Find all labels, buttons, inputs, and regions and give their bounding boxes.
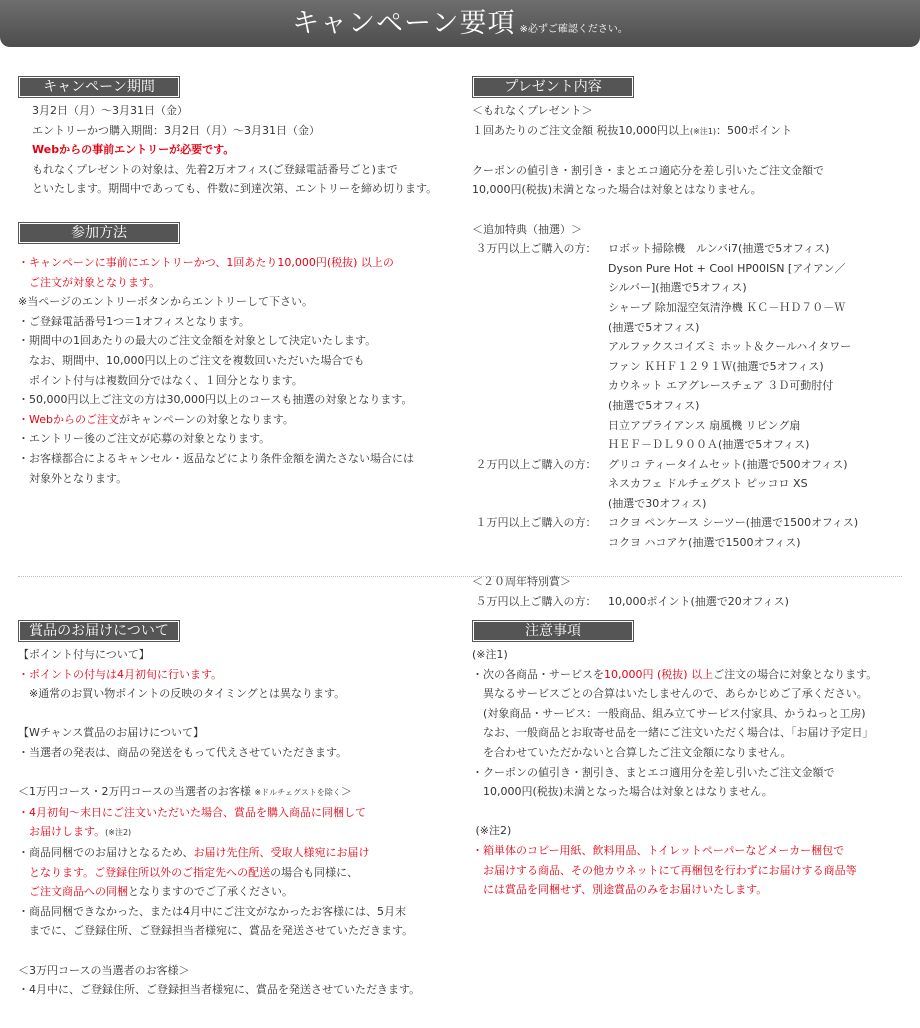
tier-item: ロボット掃除機 ルンバi7(抽選で5オフィス) [608,242,830,256]
delivery-line: となります。ご登録住所以外のご指定先への配送の場合も同様に、 [18,865,359,879]
tier-item: ＨＥＦ－ＤＬ９００Ａ(抽選で5オフィス) [608,438,810,452]
note1-line: ・クーポンの値引き・割引き、まとエコ適用分を差し引いたご注文金額で [472,765,835,779]
note1-line: を合わせていただかないと合算したご注文金額になりません。 [472,745,792,759]
present-note-ref: (※注1) [690,126,717,136]
present-anniversary-title: ＜２０周年特別賞＞ [472,575,571,589]
tier-item: グリコ ティータイムセット(抽選で500オフィス) [608,457,848,471]
present-tier-30k [472,239,912,455]
present-coupon-line: クーポンの値引き・割引き・まとエコ適応分を差し引いたご注文金額で [472,163,824,177]
present-guaranteed-title: ＜もれなくプレゼント＞ [472,104,593,117]
participation-line: ・期間中の1回あたりの最大のご注文金額を対象として決定いたします。 [18,334,377,348]
tier-item: シャープ 除加湿空気清浄機 ＫＣ－ＨＤ７０－Ｗ [608,300,846,314]
tier-item: Dyson Pure Hot + Cool HP00ISN [アイアン／ [608,261,846,275]
tier-item: シルバー](抽選で5オフィス) [608,281,747,295]
section-notes [472,620,912,900]
delivery-line: ・商品同梱でのお届けとなるため、お届け先住所、受取人様宛にお届け [18,845,370,859]
present-guaranteed-line: １回あたりのご注文金額 税抜10,000円以上(※注1)：500ポイント [472,123,793,137]
page-subtitle: ※必ずご確認ください。 [519,24,628,35]
tier-item: (抽選で5オフィス) [608,320,700,334]
note2-line: ・箱単体のコピー用紙、飲料用品、トイレットペーパーなどメーカー梱包で [472,843,845,857]
heading-present: プレゼント内容 [472,76,634,98]
tier-item: コクヨ ハコアケ(抽選で1500オフィス) [608,536,801,550]
note1-line: 10,000円(税抜)未満となった場合は対象とはなりません。 [472,785,773,799]
tier-item: アルファクスコイズミ ホット＆クールハイタワー [608,340,852,354]
participation-line: ・50,000円以上ご注文の方は30,000円以上のコースも抽選の対象となります。 [18,393,413,407]
note2-line: お届けする商品、その他カウネットにて再梱包を行わずにお届けする商品等 [472,863,857,877]
period-web-entry: Webからの事前エントリーが必要です。 [32,143,235,157]
section-present [472,76,912,611]
tier-item: 日立アプライアンス 扇風機 リビング扇 [608,418,801,432]
participation-line: ・お客様都合によるキャンセル・返品などにより条件金額を満たさない場合には [18,451,414,465]
heading-participation: 参加方法 [18,222,180,244]
participation-web-order: ・Webからのご注文 [18,412,119,426]
participation-line: ・キャンペーンに事前にエントリーかつ、1回あたり10,000円(税抜) 以上の [18,256,394,269]
participation-line: ご注文が対象となります。 [18,275,161,289]
participation-web-order-rest: がキャンペーンの対象となります。 [118,412,294,426]
section-campaign-period [18,76,468,199]
period-dates: 3月2日（月）～3月31日（金） [32,104,188,117]
heading-notes: 注意事項 [472,620,634,642]
delivery-line: お届けします。(※注2) [18,825,132,839]
tier-label: ３万円以上ご購入の方： [472,242,597,256]
participation-line: ・エントリー後のご注文が応募の対象となります。 [18,432,271,446]
note1-line: ・次の各商品・サービスを10,000円 (税抜) 以上ご注文の場合に対象となります。 [472,667,878,681]
period-entry: エントリーかつ購入期間：3月2日（月）～3月31日（金） [32,123,320,137]
tier-item: (抽選で30オフィス) [608,496,707,510]
section-divider [18,576,902,577]
delivery-w-title: 【Wチャンス賞品のお届けについて】 [18,726,204,740]
delivery-line: ご注文商品への同梱となりますのでご了承ください。 [18,885,293,899]
section-participation [18,222,468,488]
period-limit-2: といたします。期間中であっても、件数に到達次第、エントリーを締め切ります。 [32,182,438,196]
tier-item: ネスカフェ ドルチェグスト ピッコロ XS [608,477,808,491]
tier-item: カウネット エアグレースチェア ３Ｄ可動肘付 [608,379,834,393]
note1-title: (※注1) [472,648,508,661]
period-limit-1: もれなくプレゼントの対象は、先着2万オフィス(ご登録電話番号ごと)まで [32,162,398,176]
note2-title: (※注2) [472,824,512,838]
tier-label: ２万円以上ご購入の方： [472,457,597,471]
tier-item: (抽選で5オフィス) [608,398,700,412]
tier-item: コクヨ ペンケース シーツー(抽選で1500オフィス) [608,516,859,530]
delivery-course3-title: ＜3万円コースの当選者のお客様＞ [18,963,190,977]
heading-campaign-period: キャンペーン期間 [18,76,180,98]
delivery-line: ・商品同梱できなかった、または4月中にご注文がなかったお客様には、5月末 [18,904,406,918]
present-tier-50k [472,592,912,612]
tier-label: １万円以上ご購入の方： [472,516,597,530]
participation-line: ・ご登録電話番号1つ＝1オフィスとなります。 [18,314,250,328]
present-extra-title: ＜追加特典（抽選）＞ [472,222,582,236]
delivery-line: ・4月初旬～末日にご注文いただいた場合、賞品を購入商品に同梱して [18,805,366,819]
present-coupon-line: 10,000円(税抜)未満となった場合は対象とはなりません。 [472,183,762,197]
heading-delivery: 賞品のお届けについて [18,620,180,642]
note2-line: には賞品を同梱せず、別途賞品のみをお届けいたします。 [472,883,768,897]
delivery-points-timing: ・ポイントの付与は4月初旬に行います。 [18,667,223,681]
delivery-points-title: 【ポイント付与について】 [18,648,150,661]
participation-line [18,410,468,430]
present-tier-10k [472,513,912,552]
page-title: キャンペーン要項 [292,8,516,39]
participation-line: なお、期間中、10,000円以上のご注文を複数回いただいた場合でも [18,353,365,367]
participation-line: ポイント付与は複数回分ではなく、１回分となります。 [18,373,303,387]
participation-line: 対象外となります。 [18,471,128,485]
present-tier-20k [472,455,912,514]
delivery-course3-line: ・4月中に、ご登録住所、ご登録担当者様宛に、賞品を発送させていただきます。 [18,983,421,997]
tier-item: 10,000ポイント(抽選で20オフィス) [608,594,789,608]
delivery-line: までに、ご登録住所、ご登録担当者様宛に、賞品を発送させていただきます。 [18,924,414,938]
delivery-course12-title: ＜1万円コース・2万円コースの当選者のお客様 ※ドルチェグストを除く＞ [18,785,352,799]
tier-label: ５万円以上ご購入の方： [472,594,597,608]
header-banner [0,0,920,47]
note1-line: 異なるサービスごとの合算はいたしませんので、あらかじめご了承ください。 [472,687,868,701]
participation-line: ※当ページのエントリーボタンからエントリーして下さい。 [18,295,313,309]
delivery-points-note: ※通常のお買い物ポイントの反映のタイミングとは異なります。 [18,687,346,701]
delivery-w-line: ・当選者の発表は、商品の発送をもって代えさせていただきます。 [18,745,348,759]
tier-item: ファン ＫＨＦ１２９１Ｗ(抽選で5オフィス) [608,359,824,373]
note1-line: (対象商品・サービス：一般商品、組み立てサービス付家具、かうねっと工房) [472,706,866,720]
note1-line: なお、一般商品とお取寄せ品を一緒にご注文いただく場合は、「お届け予定日」 [472,726,874,740]
section-delivery [18,620,468,1000]
